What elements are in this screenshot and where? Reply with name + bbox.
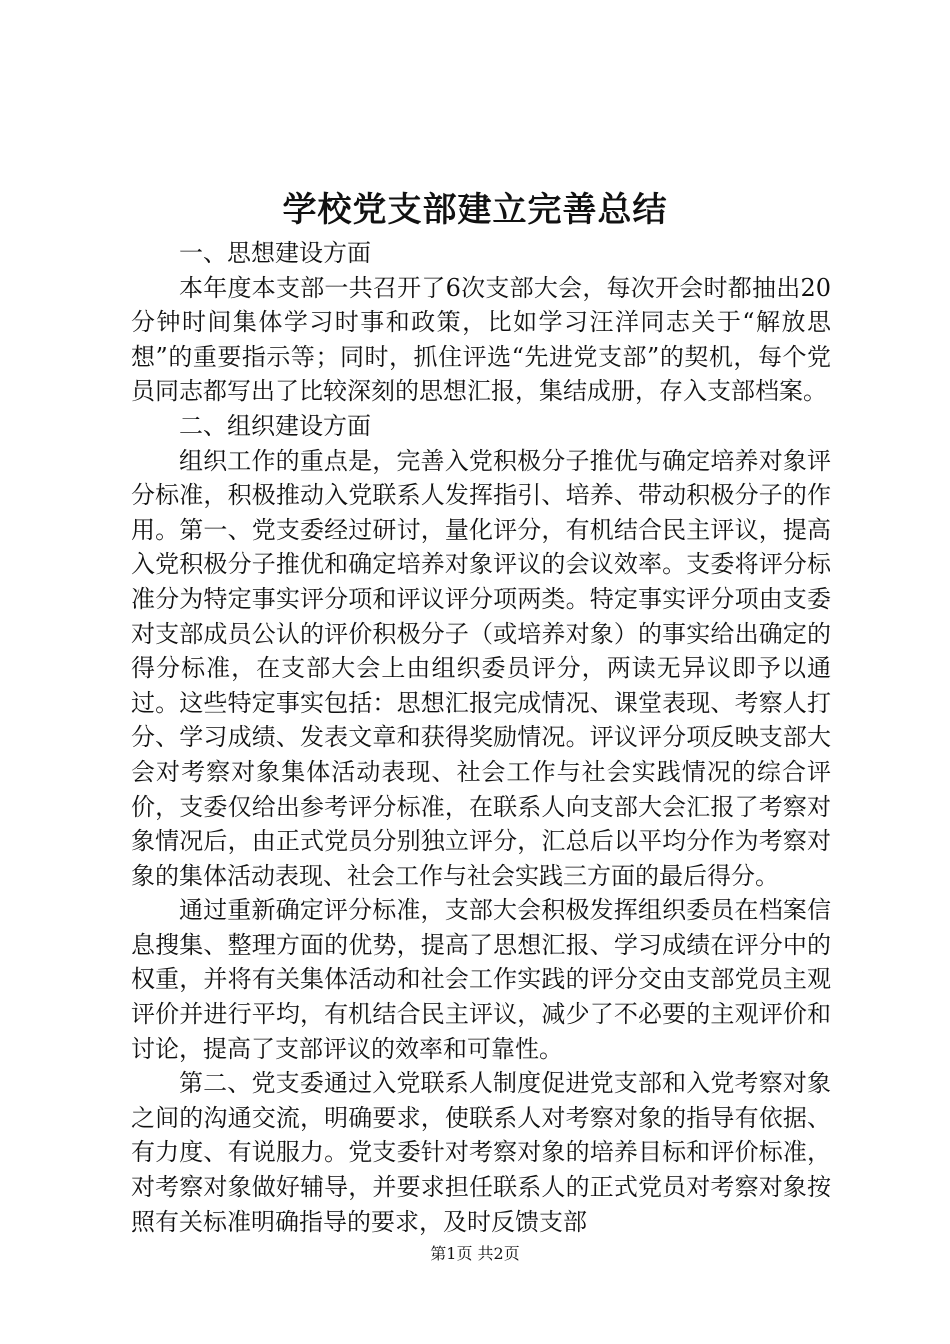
paragraph: 第二、党支委通过入党联系人制度促进党支部和入党考察对象之间的沟通交流，明确要求，使联系人对考察对象的指导有依据、有力度、有说服力。党支委针对考察对象的培养目标和评价标准，对考察对象做好辅导，并要求担任联系人的正式党员对考察对象按照有关标准明确指导的要求，及时反馈支部: [131, 1069, 831, 1236]
document-body: [131, 236, 831, 1239]
section-heading-ideology: 一、思想建设方面: [179, 239, 371, 267]
paragraph: 通过重新确定评分标准，支部大会积极发挥组织委员在档案信息搜集、整理方面的优势，提高了思想汇报、学习成绩在评分中的权重，并将有关集体活动和社会工作实践的评分交由支部党员主观评价并进行平均，有机结合民主评议，减少了不必要的主观评价和讨论，提高了支部评议的效率和可靠性。: [131, 896, 831, 1063]
paragraph: 组织工作的重点是，完善入党积极分子推优与确定培养对象评分标准，积极推动入党联系人发挥指引、培养、带动积极分子的作用。第一、党支委经过研讨，量化评分，有机结合民主评议，提高入党积极分子推优和确定培养对象评议的会议效率。支委将评分标准分为特定事实评分项和评议评分项两类。特定事实评分项由支委对支部成员公认的评价积极分子（或培养对象）的事实给出确定的得分标准，在支部大会上由组织委员评分，两读无异议即予以通过。这些特定事实包括：思想汇报完成情况、课堂表现、考察人打分、学习成绩、发表文章和获得奖励情况。评议评分项反映支部大会对考察对象集体活动表现、社会工作与社会实践情况的综合评价，支委仅给出参考评分标准，在联系人向支部大会汇报了考察对象情况后，由正式党员分别独立评分，汇总后以平均分作为考察对象的集体活动表现、社会工作与社会实践三方面的最后得分。: [131, 446, 831, 890]
paragraph: 本年度本支部一共召开了6次支部大会，每次开会时都抽出20分钟时间集体学习时事和政策，比如学习汪洋同志关于“解放思想”的重要指示等；同时，抓住评选“先进党支部”的契机，每个党员同志都写出了比较深刻的思想汇报，集结成册，存入支部档案。: [131, 273, 831, 406]
section-heading-organization: 二、组织建设方面: [179, 411, 371, 440]
page-number-footer: 第1页 共2页: [430, 1244, 520, 1263]
document-title: 学校党支部建立完善总结: [282, 190, 668, 230]
